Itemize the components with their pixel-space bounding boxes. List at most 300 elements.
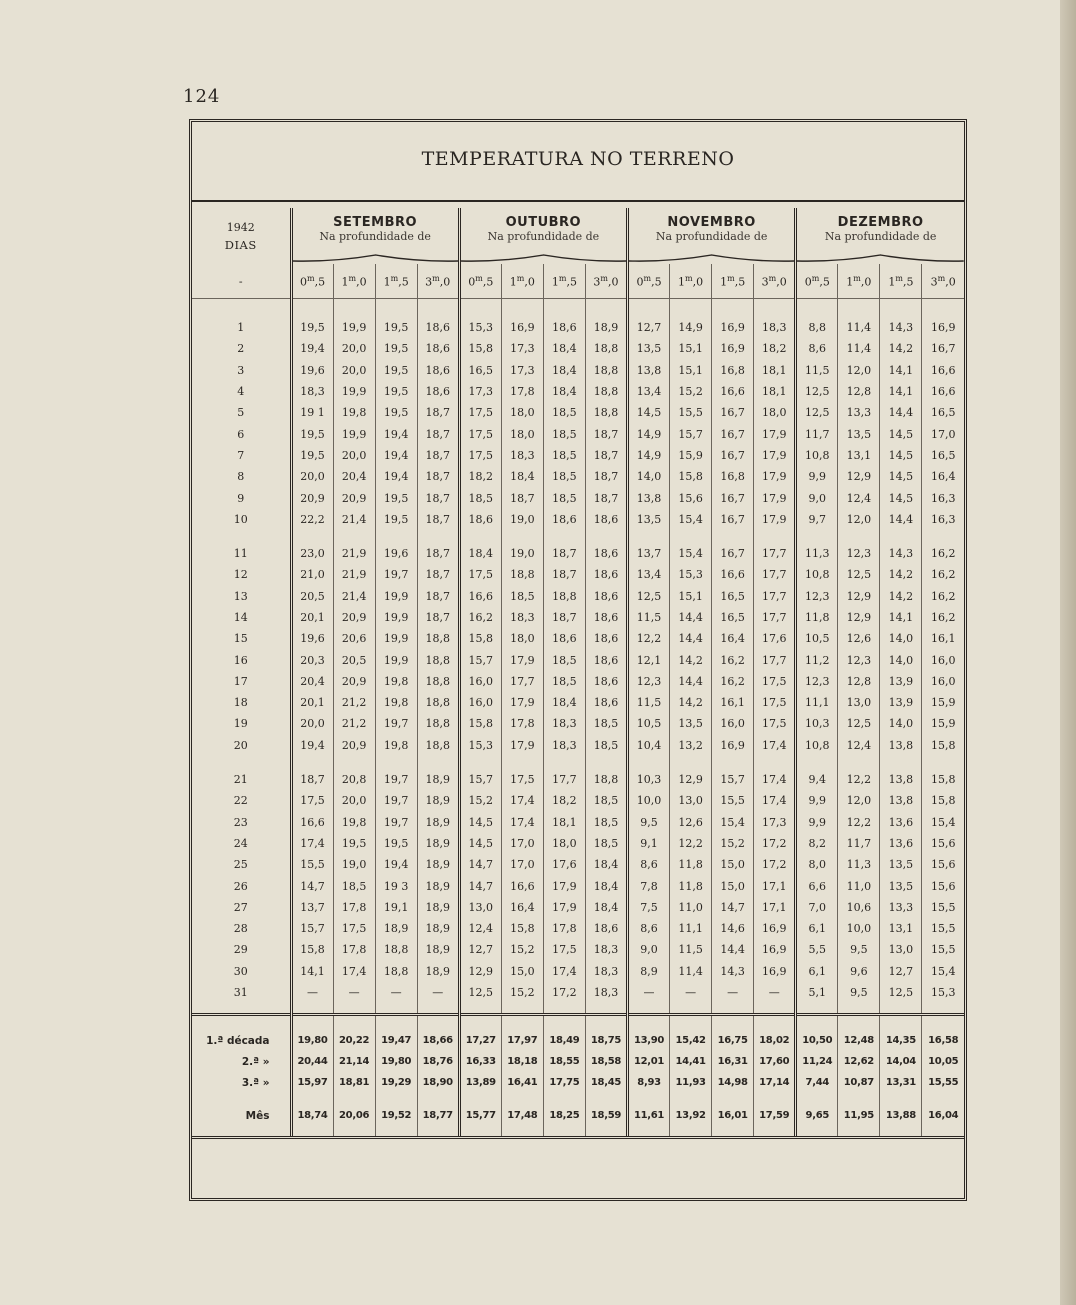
summary-value: 16,75 — [712, 1015, 754, 1052]
temperature-cell: 15,2 — [501, 982, 543, 1015]
temperature-cell: 14,4 — [880, 509, 922, 530]
summary-value: 20,44 — [291, 1051, 333, 1072]
temperature-cell: 19 1 — [291, 402, 333, 423]
temperature-cell: 15,4 — [922, 961, 964, 982]
temperature-cell: 17,7 — [501, 671, 543, 692]
temperature-cell: 20,5 — [291, 586, 333, 607]
summary-value: 8,93 — [628, 1072, 670, 1093]
temperature-cell: 14,2 — [670, 692, 712, 713]
temperature-cell: 12,2 — [838, 812, 880, 833]
temperature-cell: 18,5 — [543, 466, 585, 487]
temperature-cell: 17,5 — [543, 939, 585, 960]
temperature-cell: 19,8 — [375, 735, 417, 756]
temperature-cell: 16,5 — [712, 607, 754, 628]
temperature-cell: 18,3 — [291, 381, 333, 402]
temperature-cell: 14,5 — [459, 833, 501, 854]
temperature-cell: 18,8 — [417, 692, 459, 713]
year-label: 1942 — [226, 220, 255, 234]
temperature-cell: 18,8 — [375, 939, 417, 960]
temperature-cell: 15,9 — [922, 713, 964, 734]
temperature-cell: 18,0 — [501, 402, 543, 423]
summary-value: 19,80 — [375, 1051, 417, 1072]
temperature-cell: 18,3 — [585, 982, 627, 1015]
temperature-cell: 18,6 — [417, 338, 459, 359]
temperature-cell: 12,2 — [670, 833, 712, 854]
temperature-cell: 8,8 — [796, 299, 838, 339]
temperature-cell: 17,9 — [543, 875, 585, 896]
summary-value: 18,74 — [291, 1093, 333, 1138]
temperature-cell: 13,4 — [628, 381, 670, 402]
summary-label: 2.ª » — [241, 1055, 270, 1068]
temperature-cell: 13,1 — [838, 445, 880, 466]
temperature-cell: 15,7 — [670, 423, 712, 444]
temperature-cell: 7,0 — [796, 897, 838, 918]
temperature-cell: 17,8 — [501, 713, 543, 734]
temperature-cell: 18,8 — [585, 756, 627, 790]
temperature-cell: 12,9 — [838, 466, 880, 487]
temperature-cell: 11,3 — [796, 530, 838, 564]
temperature-cell: 19,5 — [375, 381, 417, 402]
temperature-cell: 13,8 — [628, 487, 670, 508]
brace-ornament — [628, 252, 796, 264]
temperature-cell: 20,9 — [333, 735, 375, 756]
temperature-cell: 14,2 — [880, 564, 922, 585]
temperature-cell: 17,9 — [754, 466, 796, 487]
summary-value: 19,47 — [375, 1015, 417, 1052]
temperature-cell: 19,5 — [333, 833, 375, 854]
summary-value: 18,02 — [754, 1015, 796, 1052]
summary-value: 17,14 — [754, 1072, 796, 1093]
temperature-cell: 18,7 — [585, 445, 627, 466]
temperature-cell: 12,9 — [838, 586, 880, 607]
temperature-cell: 17,7 — [754, 564, 796, 585]
temperature-cell: 14,0 — [628, 466, 670, 487]
day-number: 20 — [233, 738, 248, 752]
temperature-cell: 8,6 — [628, 918, 670, 939]
day-number: 5 — [237, 406, 245, 420]
temperature-cell: 9,5 — [628, 812, 670, 833]
temperature-cell: 18,9 — [417, 875, 459, 896]
temperature-cell: 10,4 — [628, 735, 670, 756]
temperature-cell: 13,9 — [880, 692, 922, 713]
temperature-cell: 7,8 — [628, 875, 670, 896]
temperature-cell: 13,0 — [459, 897, 501, 918]
summary-row — [192, 1051, 964, 1072]
temperature-cell: 18,9 — [417, 961, 459, 982]
temperature-cell: 15,3 — [670, 564, 712, 585]
temperature-cell: 19,8 — [333, 812, 375, 833]
temperature-cell: 11,1 — [670, 918, 712, 939]
temperature-cell: 11,4 — [838, 299, 880, 339]
temperature-cell: 18,5 — [543, 402, 585, 423]
summary-value: 18,90 — [417, 1072, 459, 1093]
summary-value: 20,06 — [333, 1093, 375, 1138]
temperature-cell: 18,9 — [417, 897, 459, 918]
temperature-cell: 16,9 — [712, 735, 754, 756]
temperature-cell: 15,6 — [922, 875, 964, 896]
temperature-cell: 15,8 — [922, 756, 964, 790]
temperature-cell: 12,5 — [628, 586, 670, 607]
summary-value: 17,97 — [501, 1015, 543, 1052]
temperature-cell: 17,0 — [501, 833, 543, 854]
table-row — [192, 812, 964, 833]
day-number: 29 — [233, 943, 248, 957]
table-row — [192, 628, 964, 649]
summary-value: 13,90 — [628, 1015, 670, 1052]
summary-value: 13,88 — [880, 1093, 922, 1138]
temperature-cell: 18,8 — [585, 360, 627, 381]
temperature-cell: 16,2 — [922, 607, 964, 628]
temperature-cell: 11,0 — [670, 897, 712, 918]
temperature-cell: 17,9 — [754, 509, 796, 530]
summary-label: 1.ª década — [192, 1015, 291, 1052]
temperature-cell: 18,1 — [754, 360, 796, 381]
temperature-cell: 15,8 — [670, 466, 712, 487]
summary-value: 12,48 — [838, 1015, 880, 1052]
temperature-cell: 12,3 — [796, 586, 838, 607]
temperature-cell: 13,0 — [838, 692, 880, 713]
temperature-cell: 10,5 — [796, 628, 838, 649]
table-row — [192, 530, 964, 564]
table-row — [192, 961, 964, 982]
summary-value: 18,55 — [543, 1051, 585, 1072]
summary-value: 18,49 — [543, 1015, 585, 1052]
summary-value: 21,14 — [333, 1051, 375, 1072]
summary-value: 12,01 — [628, 1051, 670, 1072]
temperature-cell: 17,4 — [291, 833, 333, 854]
temperature-cell: 17,9 — [754, 487, 796, 508]
temperature-cell: 18,7 — [585, 466, 627, 487]
temperature-cell: 15,7 — [712, 756, 754, 790]
temperature-cell: 12,0 — [838, 790, 880, 811]
temperature-cell: 16,3 — [922, 509, 964, 530]
temperature-cell: 19,5 — [375, 487, 417, 508]
temperature-cell: 16,7 — [712, 530, 754, 564]
temperature-cell: 15,4 — [712, 812, 754, 833]
temperature-cell: 16,8 — [712, 360, 754, 381]
temperature-cell: 15,1 — [670, 338, 712, 359]
temperature-cell: 16,1 — [922, 628, 964, 649]
temperature-cell: 14,4 — [712, 939, 754, 960]
temperature-cell: 12,5 — [838, 713, 880, 734]
temperature-cell: 12,6 — [838, 628, 880, 649]
day-number: 26 — [233, 879, 248, 893]
summary-value: 15,55 — [922, 1072, 964, 1093]
depth-header: 3$^m$,0 — [754, 264, 796, 299]
temperature-cell: 17,5 — [754, 692, 796, 713]
temperature-cell: 15,2 — [712, 833, 754, 854]
temperature-cell: 12,4 — [459, 918, 501, 939]
temperature-cell: 5,5 — [796, 939, 838, 960]
temperature-cell: 9,1 — [628, 833, 670, 854]
temperature-cell: 18,6 — [459, 509, 501, 530]
year-days-header — [192, 208, 291, 264]
temperature-cell: 20,9 — [333, 487, 375, 508]
summary-readings — [192, 1015, 964, 1138]
temperature-cell: 15,6 — [922, 833, 964, 854]
summary-value: 16,58 — [922, 1015, 964, 1052]
temperature-cell: 19,5 — [291, 299, 333, 339]
summary-value: 19,80 — [291, 1015, 333, 1052]
temperature-cell: 19,0 — [501, 509, 543, 530]
temperature-cell: 18,1 — [754, 381, 796, 402]
temperature-cell: 15,0 — [712, 875, 754, 896]
temperature-cell: 18,7 — [417, 466, 459, 487]
temperature-cell: 17,1 — [754, 897, 796, 918]
summary-value: 10,05 — [922, 1051, 964, 1072]
temperature-cell: 16,2 — [922, 564, 964, 585]
temperature-cell: 18,7 — [417, 487, 459, 508]
temperature-cell: 18,7 — [543, 530, 585, 564]
temperature-cell: 12,0 — [838, 509, 880, 530]
depth-header: 1$^m$,0 — [670, 264, 712, 299]
day-number: 10 — [233, 512, 248, 526]
temperature-cell: 17,7 — [754, 586, 796, 607]
temperature-cell: 15,7 — [291, 918, 333, 939]
temperature-cell: 18,7 — [417, 445, 459, 466]
table-row — [192, 692, 964, 713]
temperature-cell: — — [712, 982, 754, 1015]
table-row — [192, 671, 964, 692]
temperature-cell: 16,0 — [922, 671, 964, 692]
table-row — [192, 713, 964, 734]
temperature-cell: 11,7 — [838, 833, 880, 854]
temperature-cell: 16,4 — [922, 466, 964, 487]
temperature-cell: 14,3 — [712, 961, 754, 982]
temperature-cell: 19,4 — [375, 423, 417, 444]
temperature-cell: 19,1 — [375, 897, 417, 918]
temperature-cell: 13,3 — [838, 402, 880, 423]
temperature-cell: 9,5 — [838, 982, 880, 1015]
temperature-cell: 18,7 — [417, 509, 459, 530]
temperature-cell: 18,4 — [543, 360, 585, 381]
summary-label: 3.ª » — [241, 1076, 270, 1089]
depth-header: 1$^m$,0 — [501, 264, 543, 299]
temperature-cell: 10,0 — [628, 790, 670, 811]
temperature-cell: 14,9 — [628, 445, 670, 466]
temperature-cell: 15,7 — [459, 649, 501, 670]
temperature-cell: 15,0 — [712, 854, 754, 875]
depth-subheader: Na profundidade de — [459, 230, 627, 252]
temperature-cell: 17,5 — [459, 423, 501, 444]
depth-subheader: Na profundidade de — [796, 230, 964, 252]
temperature-cell: 17,6 — [543, 854, 585, 875]
temperature-cell: 18,9 — [417, 812, 459, 833]
temperature-cell: 18,2 — [459, 466, 501, 487]
temperature-cell: 19,4 — [291, 735, 333, 756]
day-number: 15 — [233, 632, 248, 646]
day-number: 14 — [233, 611, 248, 624]
summary-value: 16,41 — [501, 1072, 543, 1093]
temperature-cell: 18,5 — [585, 833, 627, 854]
temperature-cell: 10,6 — [838, 897, 880, 918]
temperature-cell: 19,9 — [375, 649, 417, 670]
temperature-cell: 18,5 — [333, 875, 375, 896]
temperature-cell: 14,2 — [670, 649, 712, 670]
temperature-cell: 16,9 — [712, 338, 754, 359]
temperature-cell: 19,4 — [375, 445, 417, 466]
temperature-cell: 19,4 — [375, 854, 417, 875]
temperature-cell: 18,7 — [417, 564, 459, 585]
temperature-cell: 15,8 — [459, 628, 501, 649]
temperature-cell: 18,9 — [417, 939, 459, 960]
temperature-cell: 15,4 — [670, 509, 712, 530]
temperature-cell: 11,2 — [796, 649, 838, 670]
temperature-cell: 14,4 — [670, 607, 712, 628]
temperature-cell: 19,5 — [375, 509, 417, 530]
temperature-cell: 16,3 — [922, 487, 964, 508]
temperature-cell: 15,3 — [922, 982, 964, 1015]
temperature-cell: 12,2 — [628, 628, 670, 649]
temperature-cell: 11,0 — [838, 875, 880, 896]
temperature-cell: 16,0 — [922, 649, 964, 670]
temperature-cell: 16,5 — [459, 360, 501, 381]
temperature-cell: 18,6 — [585, 649, 627, 670]
temperature-cell: 21,2 — [333, 713, 375, 734]
temperature-cell: 5,1 — [796, 982, 838, 1015]
temperature-cell: 14,9 — [670, 299, 712, 339]
temperature-cell: 18,8 — [417, 671, 459, 692]
temperature-cell: 18,6 — [585, 586, 627, 607]
summary-value: 18,59 — [585, 1093, 627, 1138]
temperature-cell: 19,8 — [375, 692, 417, 713]
table-frame — [189, 119, 967, 1201]
temperature-cell: 13,7 — [291, 897, 333, 918]
temperature-cell: 13,5 — [838, 423, 880, 444]
temperature-cell: 16,4 — [712, 628, 754, 649]
temperature-cell: 14,5 — [880, 466, 922, 487]
day-number: 24 — [233, 836, 248, 850]
temperature-cell: 19,9 — [375, 628, 417, 649]
temperature-cell: 15,2 — [459, 790, 501, 811]
temperature-cell: — — [291, 982, 333, 1015]
temperature-cell: 17,3 — [501, 360, 543, 381]
temperature-cell: 18,6 — [543, 628, 585, 649]
month-header: NOVEMBRO — [628, 208, 796, 230]
temperature-cell: 14,0 — [880, 649, 922, 670]
temperature-cell: 8,9 — [628, 961, 670, 982]
temperature-cell: 12,1 — [628, 649, 670, 670]
month-header: DEZEMBRO — [796, 208, 964, 230]
temperature-cell: 12,5 — [838, 564, 880, 585]
temperature-cell: 19,8 — [375, 671, 417, 692]
day-number: 30 — [233, 964, 248, 978]
depth-header: 1$^m$,0 — [838, 264, 880, 299]
temperature-cell: 10,5 — [628, 713, 670, 734]
table-row — [192, 564, 964, 585]
temperature-cell: 15,2 — [501, 939, 543, 960]
temperature-cell: 14,7 — [291, 875, 333, 896]
temperature-cell: 14,7 — [459, 854, 501, 875]
temperature-cell: 18,6 — [417, 299, 459, 339]
temperature-cell: 14,5 — [880, 445, 922, 466]
temperature-cell: 12,9 — [838, 607, 880, 628]
temperature-cell: 14,1 — [291, 961, 333, 982]
temperature-cell: 19,7 — [375, 756, 417, 790]
temperature-cell: 17,9 — [501, 735, 543, 756]
temperature-cell: 15,5 — [922, 939, 964, 960]
table-row — [192, 897, 964, 918]
table-row — [192, 756, 964, 790]
temperature-cell: 16,6 — [922, 360, 964, 381]
temperature-cell: 18,6 — [543, 509, 585, 530]
temperature-cell: 19,5 — [375, 360, 417, 381]
summary-value: 16,04 — [922, 1093, 964, 1138]
temperature-cell: 20,9 — [333, 607, 375, 628]
table-row — [192, 402, 964, 423]
day-number: 9 — [237, 491, 245, 505]
temperature-cell: 6,6 — [796, 875, 838, 896]
depth-header: 1$^m$,5 — [375, 264, 417, 299]
temperature-cell: 19,9 — [375, 586, 417, 607]
temperature-cell: 20,0 — [333, 790, 375, 811]
temperature-cell: 11,5 — [670, 939, 712, 960]
day-number: 6 — [237, 427, 245, 441]
temperature-cell: 19,5 — [375, 299, 417, 339]
table-row — [192, 982, 964, 1015]
day-number: 16 — [233, 653, 248, 667]
temperature-cell: 7,5 — [628, 897, 670, 918]
temperature-cell: 17,9 — [501, 692, 543, 713]
temperature-cell: 14,4 — [670, 671, 712, 692]
temperature-cell: 11,3 — [838, 854, 880, 875]
temperature-cell: 18,8 — [417, 713, 459, 734]
summary-value: 17,48 — [501, 1093, 543, 1138]
temperature-cell: 11,8 — [670, 854, 712, 875]
temperature-cell: 18,2 — [754, 338, 796, 359]
table-row — [192, 509, 964, 530]
depth-header: 3$^m$,0 — [417, 264, 459, 299]
temperature-cell: 15,2 — [670, 381, 712, 402]
temperature-cell: 18,6 — [585, 692, 627, 713]
temperature-cell: 20,5 — [333, 649, 375, 670]
day-number: 7 — [237, 448, 245, 462]
temperature-cell: 16,6 — [712, 564, 754, 585]
summary-value: 16,33 — [459, 1051, 501, 1072]
summary-value: 13,89 — [459, 1072, 501, 1093]
table-row — [192, 423, 964, 444]
temperature-cell: 18,6 — [585, 918, 627, 939]
temperature-cell: 13,0 — [670, 790, 712, 811]
month-header: SETEMBRO — [291, 208, 459, 230]
temperature-cell: 18,7 — [417, 530, 459, 564]
temperature-cell: 15,1 — [670, 586, 712, 607]
summary-value: 13,92 — [670, 1093, 712, 1138]
temperature-cell: 9,7 — [796, 509, 838, 530]
temperature-cell: 6,1 — [796, 918, 838, 939]
temperature-cell: 15,4 — [922, 812, 964, 833]
temperature-cell: 18,7 — [501, 487, 543, 508]
summary-value: 19,29 — [375, 1072, 417, 1093]
temperature-cell: 20,0 — [291, 466, 333, 487]
depth-row-spacer: - — [192, 264, 291, 299]
temperature-cell: 18,8 — [501, 564, 543, 585]
temperature-cell: 17,6 — [754, 628, 796, 649]
table-row — [192, 607, 964, 628]
temperature-cell: 19,5 — [375, 402, 417, 423]
temperature-cell: 18,6 — [417, 360, 459, 381]
summary-value: 14,35 — [880, 1015, 922, 1052]
day-number: 2 — [237, 342, 245, 356]
summary-value: 14,41 — [670, 1051, 712, 1072]
temperature-cell: 9,9 — [796, 466, 838, 487]
temperature-cell: 15,9 — [922, 692, 964, 713]
temperature-cell: 13,5 — [880, 875, 922, 896]
temperature-cell: 12,5 — [796, 402, 838, 423]
temperature-cell: 11,8 — [796, 607, 838, 628]
temperature-cell: 16,5 — [922, 445, 964, 466]
temperature-cell: 22,2 — [291, 509, 333, 530]
